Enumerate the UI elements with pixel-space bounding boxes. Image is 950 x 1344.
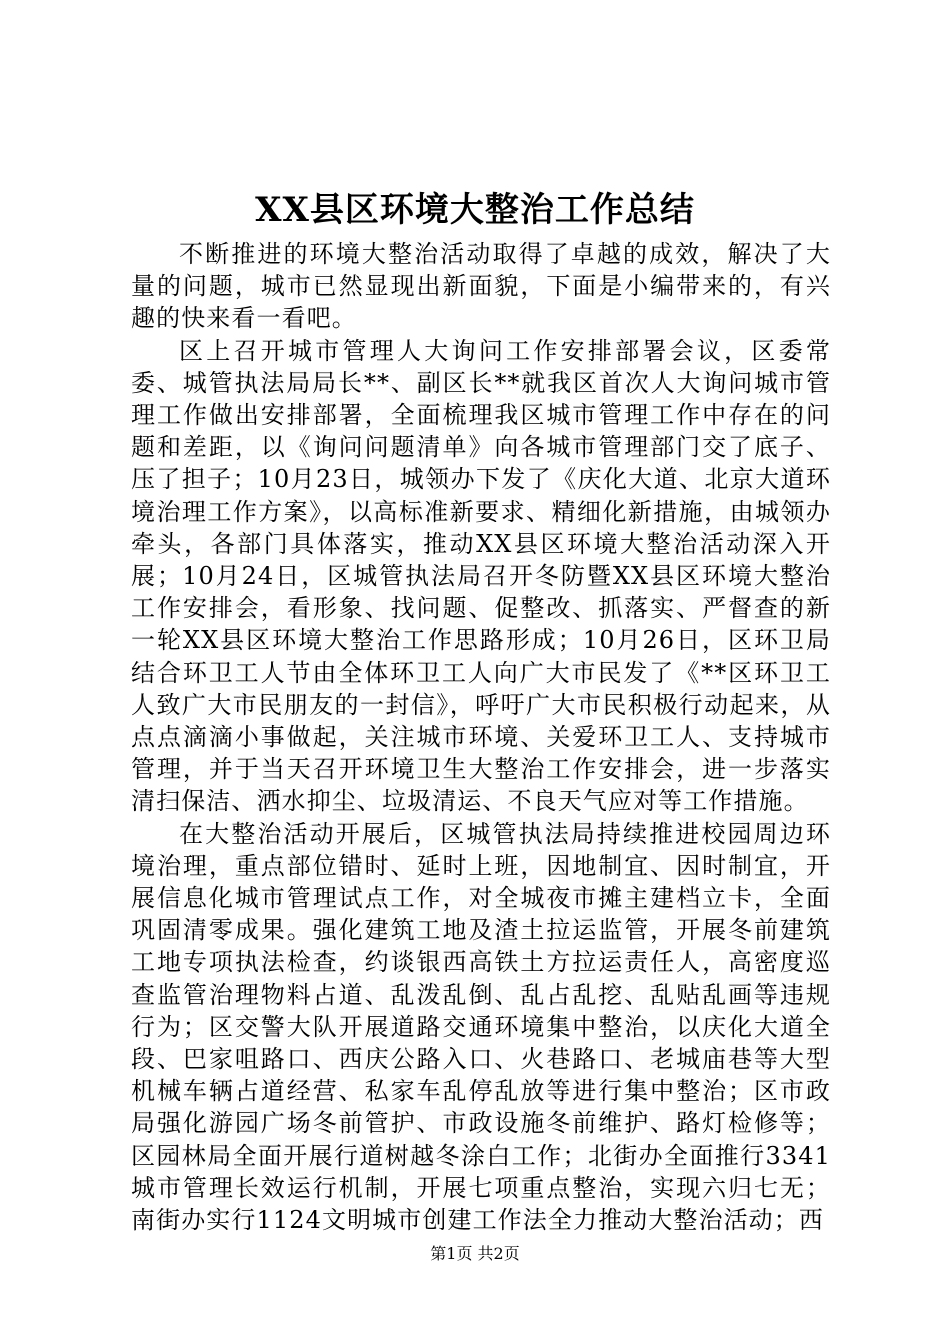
paragraph-intro: 不断推进的环境大整治活动取得了卓越的成效，解决了大量的问题，城市已然显现出新面貌，下面是小编带来的，有兴趣的快来看一看吧。 [131,240,831,333]
paragraph-actions: 在大整治活动开展后，区城管执法局持续推进校园周边环境治理，重点部位错时、延时上班，因地制宜、因时制宜，开展信息化城市管理试点工作，对全城夜市摊主建档立卡，全面巩固清零成果。强化建筑工地及渣土拉运监管，开展冬前建筑工地专项执法检查，约谈银西高铁土方拉运责任人，高密度巡查监管治理物料占道、乱泼乱倒、乱占乱挖、乱贴乱画等违规行为；区交警大队开展道路交通环境集中整治，以庆化大道全段、巴家咀路口、西庆公路入口、火巷路口、老城庙巷等大型机械车辆占道经营、私家车乱停乱放等进行集中整治；区市政局强化游园广场冬前管护、市政设施冬前维护、路灯检修等；区园林局全面开展行道树越冬涂白工作；北街办全面推行3341城市管理长效运行机制，开展七项重点整治，实现六归七无；南街办实行1124文明城市创建工作法全力推动大整治活动；西 [131,819,831,1235]
document-body [131,238,831,1236]
document-title: XX县区环境大整治工作总结 [255,190,695,230]
page-number-footer: 第1页 共2页 [430,1244,520,1263]
paragraph-meetings: 区上召开城市管理人大询问工作安排部署会议，区委常委、城管执法局局长**、副区长**就我区首次人大询问城市管理工作做出安排部署，全面梳理我区城市管理工作中存在的问题和差距，以《询问问题清单》向各城市管理部门交了底子、压了担子；10月23日，城领办下发了《庆化大道、北京大道环境治理工作方案》，以高标准新要求、精细化新措施，由城领办牵头，各部门具体落实，推动XX县区环境大整治活动深入开展；10月24日，区城管执法局召开冬防暨XX县区环境大整治工作安排会，看形象、找问题、促整改、抓落实、严督查的新一轮XX县区环境大整治工作思路形成；10月26日，区环卫局结合环卫工人节由全体环卫工人向广大市民发了《**区环卫工人致广大市民朋友的一封信》，呼吁广大市民积极行动起来，从点点滴滴小事做起，关注城市环境、关爱环卫工人、支持城市管理，并于当天召开环境卫生大整治工作安排会，进一步落实清扫保洁、洒水抑尘、垃圾清运、不良天气应对等工作措施。 [131,336,831,816]
